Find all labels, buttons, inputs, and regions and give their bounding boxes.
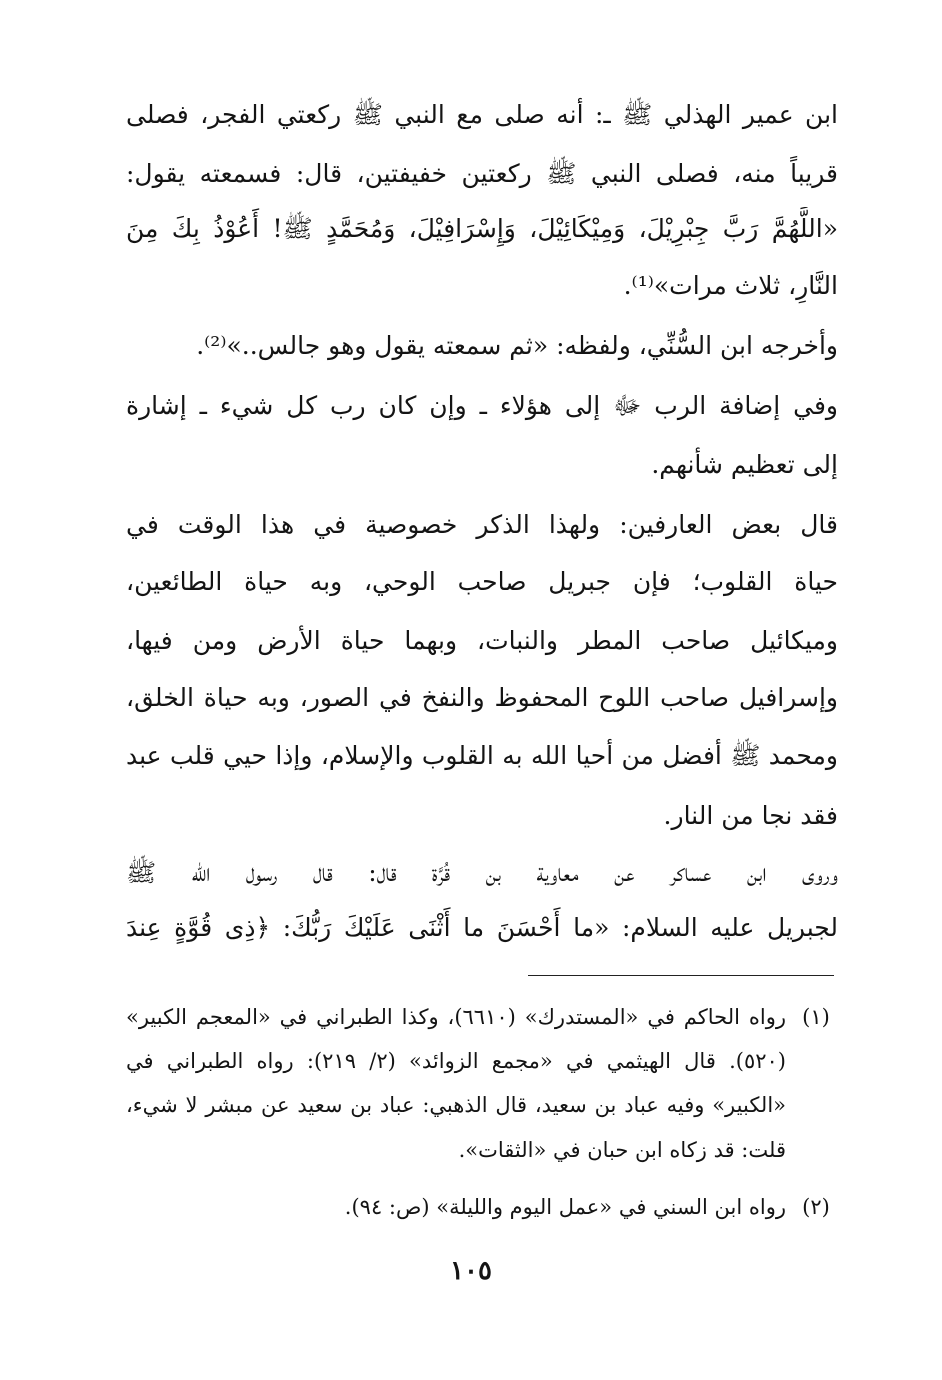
footnote-line: رواه ابن السني في «عمل اليوم والليلة» (ص: ٩٤). — [344, 1195, 786, 1219]
text-line: وميكائيل صاحب المطر والنبات، وبهما حياة الأرض ومن فيها، — [126, 626, 838, 655]
footnote-line: رواه الحاكم في «المستدرك» (٦٦١٠)، وكذا الطبراني في «المعجم الكبير» — [126, 1005, 786, 1029]
text-line: «اللَّهُمَّ رَبَّ جِبْرِيْلَ، وَمِيْكَائِيْلَ، وَإِسْرَافِيْلَ، وَمُحَمَّدٍ ﷺ! أَعُوْذُ بِكَ مِنَ — [126, 214, 838, 243]
text-line: ومحمد ﷺ أفضل من أحيا الله به القلوب والإسلام، وإذا حيي قلب عبد — [126, 741, 838, 770]
text-line: لجبريل عليه السلام: «ما أَحْسَنَ ما أَثْنَى عَلَيْكَ رَبُّكَ: ﴿ذِى قُوَّةٍ عِندَ — [126, 913, 838, 942]
footnote-number: (٢) — [802, 1195, 830, 1219]
text-line: إلى تعظيم شأنهم. — [651, 450, 838, 479]
text-line: فقد نجا من النار. — [663, 801, 838, 830]
text-line: وفي إضافة الرب ﷻ إلى هؤلاء ـ وإن كان رب كل شيء ـ إشارة — [126, 391, 838, 420]
text-line: ابن عمير الهذلي ﷺ ـ: أنه صلى مع النبي ﷺ ركعتي الفجر، فصلى — [126, 100, 838, 129]
footnote-line: (٥٢٠). قال الهيثمي في «مجمع الزوائد» (٢/ ٢١٩): رواه الطبراني في — [126, 1049, 786, 1073]
footnote-separator — [528, 975, 834, 976]
text-line: حياة القلوب؛ فإن جبريل صاحب الوحي، وبه حياة الطائعين، — [126, 567, 838, 596]
text-line: وأخرجه ابن السُّنِّي، ولفظه: «ثم سمعته يقول وهو جالس..»⁽²⁾. — [196, 331, 838, 360]
footnote-line: قلت: قد زكاه ابن حبان في «الثقات». — [458, 1138, 786, 1162]
text-line: النَّارِ، ثلاث مرات»⁽¹⁾. — [623, 271, 838, 300]
footnote-line: «الكبير» وفيه عباد بن سعيد، قال الذهبي: عباد بن سعيد عن مبشر لا شيء، — [126, 1093, 786, 1117]
text-line: قريباً منه، فصلى النبي ﷺ ركعتين خفيفتين، قال: فسمعته يقول: — [126, 159, 838, 188]
text-line: وإسرافيل صاحب اللوح المحفوظ والنفخ في الصور، وبه حياة الخلق، — [126, 683, 838, 712]
footnote-number: (١) — [802, 1005, 830, 1029]
page-number: ١٠٥ — [450, 1256, 492, 1286]
text-line: وروى ابن عساكر عن معاوية بن قُرَّة قال: قال رسول الله ﷺ — [126, 858, 838, 887]
text-line: قال بعض العارفين: ولهذا الذكر خصوصية في هذا الوقت في — [126, 510, 838, 539]
